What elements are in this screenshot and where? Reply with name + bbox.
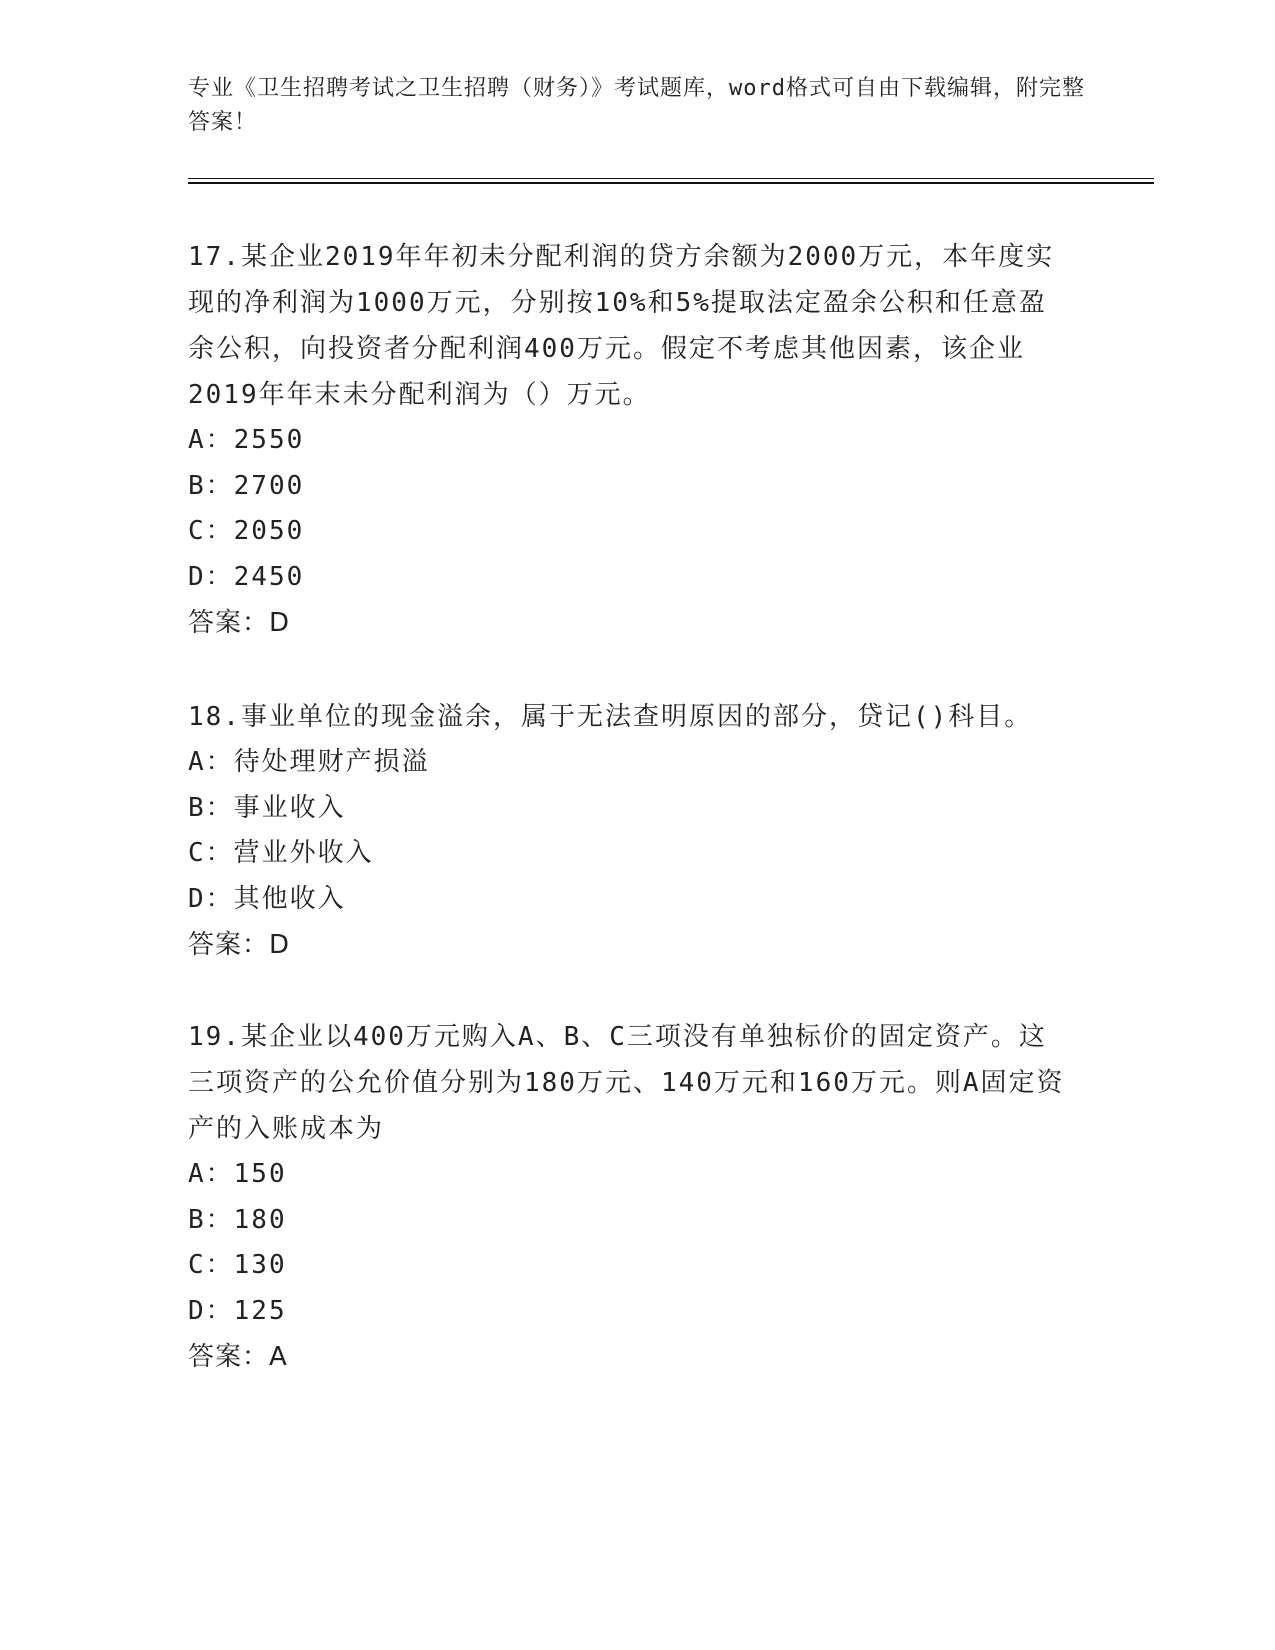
header-rule-thin bbox=[188, 178, 1154, 179]
question-stem: 18.事业单位的现金溢余，属于无法查明原因的部分，贷记()科目。 bbox=[188, 702, 1033, 732]
option-d: D：125 bbox=[188, 1295, 287, 1326]
question-17 bbox=[188, 234, 1068, 646]
question-stem: 19.某企业以400万元购入A、B、C三项没有单独标价的固定资产。这三项资产的公允价值分别为180万元、140万元和160万元。则A固定资产的入账成本为 bbox=[188, 1022, 1065, 1144]
option-a: A：待处理财产损溢 bbox=[188, 747, 430, 777]
option-b: B：2700 bbox=[188, 470, 305, 501]
question-stem: 17.某企业2019年年初未分配利润的贷方余额为2000万元，本年度实现的净利润为1000万元，分别按10%和5%提取法定盈余公积和任意盈余公积，向投资者分配利润400万元。假定不考虑其他因素，该企业2019年年末未分配利润为（）万元。 bbox=[188, 242, 1055, 410]
option-d: D：2450 bbox=[188, 561, 305, 592]
header-rule-thick bbox=[188, 182, 1154, 184]
option-b: B：180 bbox=[188, 1204, 287, 1235]
answer-line: 答案：D bbox=[188, 930, 291, 960]
option-a: A：2550 bbox=[188, 425, 305, 455]
question-19 bbox=[188, 1014, 1068, 1380]
option-b: B：事业收入 bbox=[188, 792, 346, 823]
answer-line: 答案：D bbox=[188, 608, 291, 638]
option-c: C：2050 bbox=[188, 516, 305, 546]
option-d: D：其他收入 bbox=[188, 883, 346, 914]
option-a: A：150 bbox=[188, 1159, 287, 1189]
answer-line: 答案：A bbox=[188, 1342, 288, 1372]
question-18 bbox=[188, 694, 1068, 968]
document-header: 专业《卫生招聘考试之卫生招聘（财务）》考试题库，word格式可自由下载编辑，附完整答案！ bbox=[188, 76, 1085, 135]
option-c: C：130 bbox=[188, 1250, 287, 1280]
option-c: C：营业外收入 bbox=[188, 838, 374, 868]
